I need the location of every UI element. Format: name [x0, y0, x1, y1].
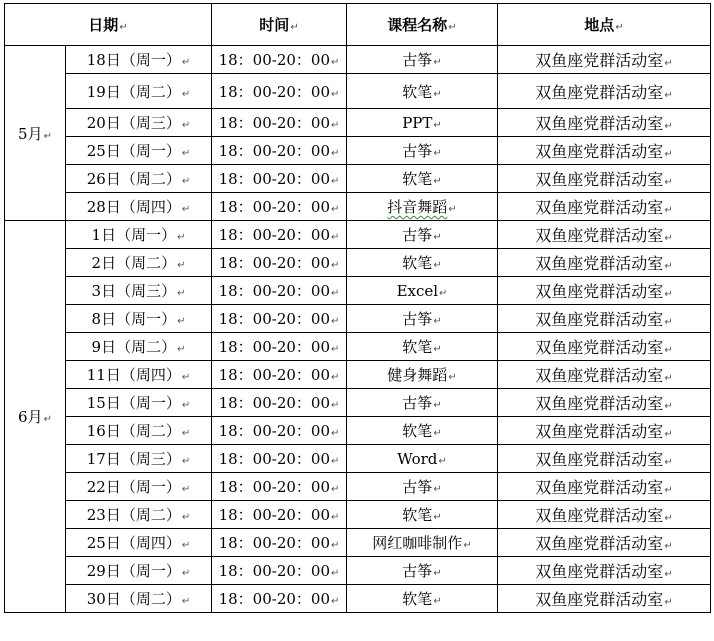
paragraph-mark-icon: ↵: [463, 540, 472, 551]
time-label: 18：00-20：00: [218, 506, 331, 524]
paragraph-mark-icon: ↵: [664, 205, 673, 216]
paragraph-mark-icon: ↵: [433, 260, 442, 271]
date-label: 20日（周三）: [86, 114, 181, 132]
course-cell: [347, 389, 498, 417]
paragraph-mark-icon: ↵: [433, 428, 442, 439]
date-label: 2日（周二）: [91, 254, 177, 272]
paragraph-mark-icon: ↵: [181, 204, 191, 215]
paragraph-mark-icon: ↵: [664, 569, 673, 580]
table-row: [5, 137, 711, 165]
paragraph-mark-icon: ↵: [664, 177, 673, 188]
course-label: 古筝: [402, 226, 433, 244]
course-cell: [347, 557, 498, 585]
location-cell: [498, 473, 711, 501]
time-label: 18：00-20：00: [218, 198, 331, 216]
location-label: 双鱼座党群活动室: [535, 51, 664, 70]
paragraph-mark-icon: ↵: [181, 456, 191, 467]
date-label: 30日（周二）: [86, 590, 181, 608]
month-label: 5月: [18, 124, 43, 143]
paragraph-mark-icon: ↵: [433, 88, 442, 100]
time-label: 18：00-20：00: [218, 450, 331, 468]
course-label: 软笔: [402, 254, 433, 272]
location-label: 双鱼座党群活动室: [535, 366, 664, 385]
time-label: 18：00-20：00: [218, 51, 331, 69]
location-label: 双鱼座党群活动室: [535, 170, 664, 189]
time-cell: [212, 109, 347, 137]
table-row: [5, 305, 711, 333]
course-label: 软笔: [402, 82, 433, 101]
paragraph-mark-icon: ↵: [331, 204, 340, 215]
time-label: 18：00-20：00: [218, 142, 331, 160]
paragraph-mark-icon: ↵: [438, 455, 447, 467]
location-label: 双鱼座党群活动室: [535, 562, 664, 581]
month-label: 6月: [18, 408, 43, 426]
paragraph-mark-icon: ↵: [331, 148, 340, 159]
date-cell: [66, 109, 212, 137]
paragraph-mark-icon: ↵: [181, 120, 191, 131]
date-label: 1日（周一）: [91, 226, 177, 244]
paragraph-mark-icon: ↵: [331, 88, 340, 100]
date-cell: [66, 473, 212, 501]
time-cell: [212, 277, 347, 305]
time-cell: [212, 74, 347, 109]
course-label: 古筝: [402, 51, 433, 69]
table-row: [5, 221, 711, 249]
course-label: 古筝: [402, 478, 433, 496]
paragraph-mark-icon: ↵: [181, 596, 191, 607]
time-label: 18：00-20：00: [218, 226, 331, 244]
table-row: [5, 193, 711, 221]
paragraph-mark-icon: ↵: [177, 288, 186, 299]
location-cell: [498, 74, 711, 109]
location-label: 双鱼座党群活动室: [535, 422, 664, 441]
course-cell: [347, 277, 498, 305]
course-cell: [347, 445, 498, 473]
course-label: 古筝: [402, 310, 433, 328]
course-label: 软笔: [402, 422, 433, 440]
paragraph-mark-icon: ↵: [331, 428, 340, 439]
time-cell: [212, 249, 347, 277]
header-time-label: 时间: [259, 16, 290, 34]
course-cell: [347, 165, 498, 193]
paragraph-mark-icon: ↵: [177, 316, 186, 327]
paragraph-mark-icon: ↵: [664, 149, 673, 160]
header-location-label: 地点: [584, 16, 615, 34]
course-cell: [347, 305, 498, 333]
paragraph-mark-icon: ↵: [331, 316, 340, 327]
time-label: 18：00-20：00: [218, 254, 331, 272]
header-course: [347, 4, 498, 46]
date-label: 23日（周二）: [86, 506, 181, 524]
paragraph-mark-icon: ↵: [331, 260, 340, 271]
time-label: 18：00-20：00: [218, 338, 331, 356]
date-label: 16日（周二）: [86, 422, 181, 440]
location-cell: [498, 333, 711, 361]
table-row: [5, 529, 711, 557]
time-cell: [212, 445, 347, 473]
paragraph-mark-icon: ↵: [448, 204, 457, 215]
time-cell: [212, 305, 347, 333]
paragraph-mark-icon: ↵: [331, 540, 340, 551]
date-cell: [66, 221, 212, 249]
schedule-table: [4, 3, 711, 613]
course-cell: [347, 46, 498, 74]
date-cell: [66, 333, 212, 361]
time-cell: [212, 501, 347, 529]
paragraph-mark-icon: ↵: [331, 344, 340, 355]
date-cell: [66, 361, 212, 389]
time-cell: [212, 473, 347, 501]
location-label: 双鱼座党群活动室: [535, 394, 664, 413]
header-row: [5, 4, 711, 46]
location-cell: [498, 305, 711, 333]
time-cell: [212, 529, 347, 557]
time-label: 18：00-20：00: [218, 114, 331, 132]
paragraph-mark-icon: ↵: [664, 289, 673, 300]
date-label: 15日（周一）: [86, 394, 181, 412]
header-date-label: 日期: [88, 16, 119, 34]
time-label: 18：00-20：00: [218, 562, 331, 580]
date-label: 26日（周二）: [86, 170, 181, 188]
course-label: 古筝: [402, 142, 433, 160]
paragraph-mark-icon: ↵: [177, 260, 186, 271]
paragraph-mark-icon: ↵: [433, 568, 442, 579]
paragraph-mark-icon: ↵: [43, 414, 52, 425]
paragraph-mark-icon: ↵: [664, 261, 673, 272]
paragraph-mark-icon: ↵: [664, 58, 673, 69]
paragraph-mark-icon: ↵: [181, 428, 191, 439]
schedule-body: [5, 4, 711, 613]
time-label: 18：00-20：00: [218, 478, 331, 496]
course-cell: [347, 417, 498, 445]
time-label: 18：00-20：00: [218, 394, 331, 412]
paragraph-mark-icon: ↵: [331, 176, 340, 187]
header-location: [498, 4, 711, 46]
location-label: 双鱼座党群活动室: [535, 142, 664, 161]
course-cell: [347, 529, 498, 557]
date-cell: [66, 193, 212, 221]
location-cell: [498, 445, 711, 473]
paragraph-mark-icon: ↵: [181, 88, 191, 100]
table-row: [5, 557, 711, 585]
paragraph-mark-icon: ↵: [119, 22, 128, 33]
month-cell: [5, 46, 66, 221]
paragraph-mark-icon: ↵: [664, 317, 673, 328]
paragraph-mark-icon: ↵: [181, 568, 191, 579]
course-label: 软笔: [402, 590, 433, 608]
paragraph-mark-icon: ↵: [433, 176, 442, 187]
paragraph-mark-icon: ↵: [433, 119, 442, 131]
paragraph-mark-icon: ↵: [181, 148, 191, 159]
paragraph-mark-icon: ↵: [433, 148, 442, 159]
paragraph-mark-icon: ↵: [448, 22, 457, 33]
date-label: 25日（周一）: [86, 142, 181, 160]
location-cell: [498, 109, 711, 137]
time-label: 18：00-20：00: [218, 366, 331, 384]
paragraph-mark-icon: ↵: [664, 121, 673, 132]
header-course-label: 课程名称: [387, 16, 448, 34]
table-row: [5, 445, 711, 473]
paragraph-mark-icon: ↵: [331, 288, 340, 299]
table-row: [5, 249, 711, 277]
date-cell: [66, 585, 212, 613]
paragraph-mark-icon: ↵: [439, 287, 448, 299]
time-label: 18：00-20：00: [218, 170, 331, 188]
course-cell: [347, 74, 498, 109]
date-label: 18日（周一）: [86, 51, 181, 69]
paragraph-mark-icon: ↵: [664, 373, 673, 384]
paragraph-mark-icon: ↵: [331, 512, 340, 523]
course-label: 古筝: [402, 394, 433, 412]
date-cell: [66, 445, 212, 473]
table-row: [5, 585, 711, 613]
table-row: [5, 389, 711, 417]
header-date: [5, 4, 212, 46]
course-label: 健身舞蹈: [387, 366, 448, 384]
date-label: 11日（周四）: [86, 366, 181, 384]
paragraph-mark-icon: ↵: [181, 176, 191, 187]
location-label: 双鱼座党群活动室: [535, 590, 664, 609]
location-cell: [498, 389, 711, 417]
location-label: 双鱼座党群活动室: [535, 282, 664, 301]
course-label: PPT: [402, 113, 433, 132]
time-cell: [212, 417, 347, 445]
paragraph-mark-icon: ↵: [664, 513, 673, 524]
course-cell: [347, 333, 498, 361]
date-label: 9日（周二）: [91, 338, 177, 356]
location-cell: [498, 137, 711, 165]
table-row: [5, 417, 711, 445]
time-cell: [212, 389, 347, 417]
date-label: 8日（周一）: [91, 310, 177, 328]
course-label: Excel: [396, 281, 439, 300]
course-cell: [347, 361, 498, 389]
location-cell: [498, 529, 711, 557]
paragraph-mark-icon: ↵: [331, 120, 340, 131]
time-cell: [212, 361, 347, 389]
date-label: 25日（周四）: [86, 534, 181, 552]
location-cell: [498, 249, 711, 277]
time-cell: [212, 137, 347, 165]
date-label: 29日（周一）: [86, 562, 181, 580]
location-cell: [498, 221, 711, 249]
location-cell: [498, 165, 711, 193]
location-label: 双鱼座党群活动室: [535, 226, 664, 245]
course-cell: [347, 473, 498, 501]
date-label: 3日（周三）: [91, 282, 177, 300]
time-label: 18：00-20：00: [218, 310, 331, 328]
paragraph-mark-icon: ↵: [181, 484, 191, 495]
date-cell: [66, 277, 212, 305]
date-cell: [66, 46, 212, 74]
location-cell: [498, 417, 711, 445]
date-cell: [66, 417, 212, 445]
table-row: [5, 361, 711, 389]
date-label: 22日（周一）: [86, 478, 181, 496]
paragraph-mark-icon: ↵: [331, 596, 340, 607]
course-label: 网红咖啡制作: [372, 534, 463, 552]
date-cell: [66, 74, 212, 109]
paragraph-mark-icon: ↵: [331, 484, 340, 495]
time-cell: [212, 165, 347, 193]
location-label: 双鱼座党群活动室: [535, 114, 664, 133]
paragraph-mark-icon: ↵: [664, 485, 673, 496]
paragraph-mark-icon: ↵: [433, 400, 442, 411]
paragraph-mark-icon: ↵: [181, 400, 191, 411]
month-cell: [5, 221, 66, 613]
paragraph-mark-icon: ↵: [181, 57, 191, 68]
course-label: 软笔: [402, 170, 433, 188]
paragraph-mark-icon: ↵: [664, 345, 673, 356]
course-cell: [347, 249, 498, 277]
location-cell: [498, 557, 711, 585]
time-cell: [212, 333, 347, 361]
paragraph-mark-icon: ↵: [664, 541, 673, 552]
paragraph-mark-icon: ↵: [331, 57, 340, 68]
paragraph-mark-icon: ↵: [331, 568, 340, 579]
paragraph-mark-icon: ↵: [433, 344, 442, 355]
paragraph-mark-icon: ↵: [615, 22, 624, 33]
table-row: [5, 74, 711, 109]
table-row: [5, 473, 711, 501]
date-label: 28日（周四）: [86, 198, 181, 216]
location-cell: [498, 585, 711, 613]
time-label: 18：00-20：00: [218, 282, 331, 300]
course-cell: [347, 137, 498, 165]
time-cell: [212, 585, 347, 613]
course-label: 抖音舞蹈: [387, 198, 448, 216]
date-cell: [66, 249, 212, 277]
time-label: 18：00-20：00: [218, 534, 331, 552]
time-label: 18：00-20：00: [218, 590, 331, 608]
date-cell: [66, 557, 212, 585]
time-cell: [212, 46, 347, 74]
location-cell: [498, 361, 711, 389]
table-row: [5, 501, 711, 529]
location-cell: [498, 277, 711, 305]
paragraph-mark-icon: ↵: [664, 89, 673, 101]
header-time: [212, 4, 347, 46]
paragraph-mark-icon: ↵: [664, 233, 673, 244]
paragraph-mark-icon: ↵: [177, 344, 186, 355]
location-label: 双鱼座党群活动室: [535, 198, 664, 217]
paragraph-mark-icon: ↵: [331, 372, 340, 383]
date-cell: [66, 501, 212, 529]
paragraph-mark-icon: ↵: [181, 512, 191, 523]
paragraph-mark-icon: ↵: [181, 540, 191, 551]
location-label: 双鱼座党群活动室: [535, 82, 664, 102]
time-label: 18：00-20：00: [218, 422, 331, 440]
location-label: 双鱼座党群活动室: [535, 338, 664, 357]
course-cell: [347, 221, 498, 249]
paragraph-mark-icon: ↵: [181, 372, 191, 383]
paragraph-mark-icon: ↵: [433, 484, 442, 495]
location-cell: [498, 193, 711, 221]
date-label: 17日（周三）: [86, 450, 181, 468]
time-cell: [212, 193, 347, 221]
paragraph-mark-icon: ↵: [331, 456, 340, 467]
paragraph-mark-icon: ↵: [433, 57, 442, 68]
paragraph-mark-icon: ↵: [433, 512, 442, 523]
location-cell: [498, 501, 711, 529]
paragraph-mark-icon: ↵: [290, 22, 299, 33]
location-label: 双鱼座党群活动室: [535, 310, 664, 329]
location-cell: [498, 46, 711, 74]
date-cell: [66, 389, 212, 417]
location-label: 双鱼座党群活动室: [535, 506, 664, 525]
table-row: [5, 277, 711, 305]
location-label: 双鱼座党群活动室: [535, 450, 664, 469]
date-cell: [66, 137, 212, 165]
course-cell: [347, 109, 498, 137]
paragraph-mark-icon: ↵: [664, 597, 673, 608]
date-cell: [66, 529, 212, 557]
paragraph-mark-icon: ↵: [433, 596, 442, 607]
table-row: [5, 165, 711, 193]
paragraph-mark-icon: ↵: [331, 232, 340, 243]
time-cell: [212, 557, 347, 585]
course-cell: [347, 193, 498, 221]
paragraph-mark-icon: ↵: [433, 316, 442, 327]
paragraph-mark-icon: ↵: [664, 457, 673, 468]
paragraph-mark-icon: ↵: [448, 372, 457, 383]
location-label: 双鱼座党群活动室: [535, 534, 664, 553]
course-cell: [347, 501, 498, 529]
table-row: [5, 46, 711, 74]
date-cell: [66, 165, 212, 193]
course-cell: [347, 585, 498, 613]
course-label: 古筝: [402, 562, 433, 580]
location-label: 双鱼座党群活动室: [535, 478, 664, 497]
time-label: 18：00-20：00: [218, 82, 331, 101]
location-label: 双鱼座党群活动室: [535, 254, 664, 273]
paragraph-mark-icon: ↵: [664, 401, 673, 412]
paragraph-mark-icon: ↵: [331, 400, 340, 411]
date-cell: [66, 305, 212, 333]
course-label: Word: [397, 449, 438, 468]
table-row: [5, 109, 711, 137]
paragraph-mark-icon: ↵: [664, 429, 673, 440]
paragraph-mark-icon: ↵: [433, 232, 442, 243]
table-row: [5, 333, 711, 361]
course-label: 软笔: [402, 506, 433, 524]
paragraph-mark-icon: ↵: [43, 130, 52, 142]
date-label: 19日（周二）: [86, 82, 181, 101]
paragraph-mark-icon: ↵: [177, 232, 186, 243]
time-cell: [212, 221, 347, 249]
course-label: 软笔: [402, 338, 433, 356]
